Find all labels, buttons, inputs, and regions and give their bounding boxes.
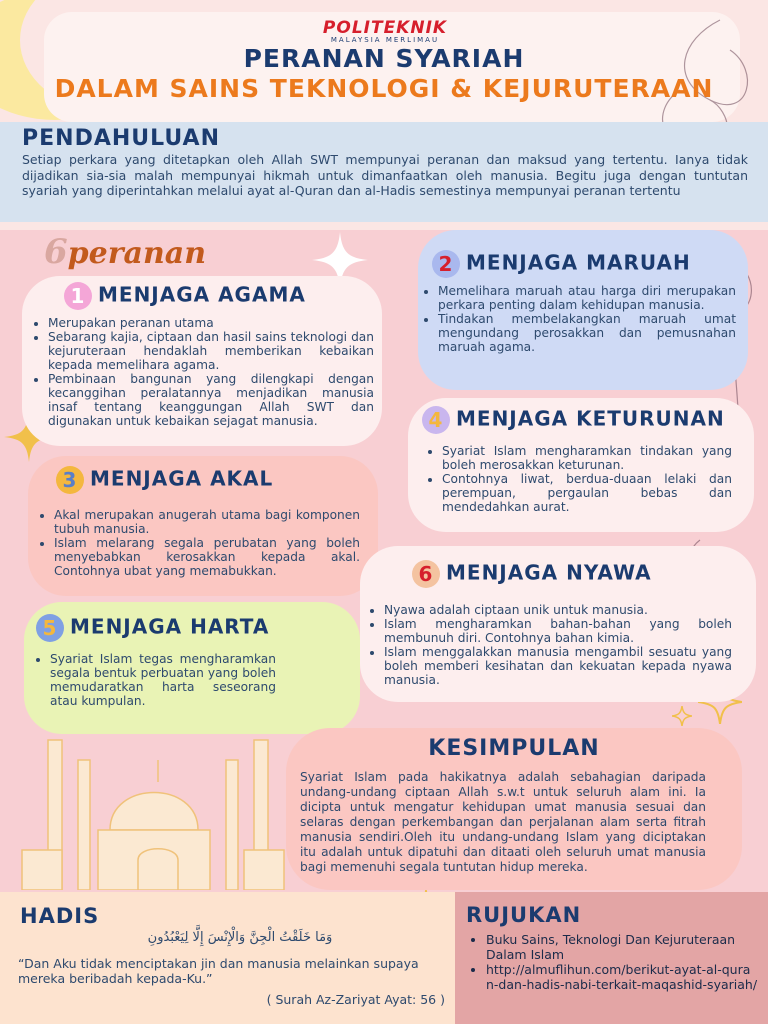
list-item: • Islam melarang segala perubatan yang boleh menyebabkan kerosakkan kepada akal. Contohnya ubat yang memabukkan. <box>54 536 360 578</box>
logo-text: POLITEKNIK <box>322 18 448 38</box>
page-subtitle: DALAM SAINS TEKNOLOGI & KEJURUTERAAN <box>54 74 714 103</box>
card-body-nyawa <box>370 603 732 687</box>
logo-sub-text: MALAYSIA <box>330 36 382 44</box>
card-body-keturunan <box>428 444 732 514</box>
roles-count-word: peranan <box>67 236 207 271</box>
roles-count-number: 6 <box>44 232 68 272</box>
intro-heading: PENDAHULUAN <box>22 126 220 151</box>
rujukan-heading: RUJUKAN <box>466 903 582 927</box>
gold-sparkle-icon-3 <box>672 706 692 726</box>
card-body-harta <box>36 652 276 708</box>
card-title-nyawa <box>412 560 652 588</box>
card-title-text: MENJAGA AKAL <box>90 466 274 491</box>
logo-campus-text: MERLIMAU <box>385 36 440 44</box>
list-item: • Merupakan peranan utama <box>48 316 374 330</box>
list-item: • Akal merupakan anugerah utama bagi komponen tubuh manusia. <box>54 508 360 536</box>
number-badge-5: 5 <box>36 614 64 642</box>
roles-count-label <box>44 232 206 272</box>
hadis-heading: HADIS <box>20 904 100 928</box>
card-title-maruah <box>432 250 691 278</box>
card-title-text: MENJAGA NYAWA <box>446 560 652 585</box>
reference-link[interactable]: • http://almuflihun.com/berikut-ayat-al-quran-dan-hadis-nabi-terkait-maqashid-syariah/ <box>486 962 758 992</box>
hadis-source: ( Surah Az-Zariyat Ayat: 56 ) <box>266 992 445 1007</box>
card-title-keturunan <box>422 406 725 434</box>
mosque-illustration <box>18 720 288 890</box>
hadis-arabic: وَمَا خَلَقْتُ الْجِنَّ وَالْإِنْسَ إِلَّا لِيَعْبُدُونِ <box>147 930 333 945</box>
card-title-harta <box>36 614 269 642</box>
intro-text: Setiap perkara yang ditetapkan oleh Allah SWT mempunyai peranan dan maksud yang tertentu. Ianya tidak dijadikan sia-sia malah mempunyai hikmah untuk dimanfaatkan oleh manusia. Begitu juga dengan tuntutan syariah yang diperintahkan melalui ayat al-Quran dan al-Hadis semestinya mempunyai peranan tertentu <box>22 152 748 198</box>
list-item: • Islam mengharamkan bahan-bahan yang boleh membunuh diri. Contohnya bahan kimia. <box>384 617 732 645</box>
card-title-text: MENJAGA KETURUNAN <box>456 406 725 431</box>
list-item: • Islam menggalakkan manusia mengambil sesuatu yang boleh memberi kesihatan dan kekuatan kepada nyawa manusia. <box>384 645 732 687</box>
card-title-text: MENJAGA MARUAH <box>466 250 691 275</box>
card-title-agama <box>64 282 306 310</box>
list-item: • Memelihara maruah atau harga diri merupakan perkara penting dalam kehidupan manusia. <box>438 284 736 312</box>
list-item: • Sebarang kajia, ciptaan dan hasil sains teknologi dan kejuruteraan hendaklah memberikan kebaikan kepada memelihara agama. <box>48 330 374 372</box>
card-body-akal <box>40 508 360 578</box>
list-item: • Nyawa adalah ciptaan unik untuk manusia. <box>384 603 732 617</box>
number-badge-4: 4 <box>422 406 450 434</box>
rujukan-list <box>468 932 758 992</box>
number-badge-3: 3 <box>56 466 84 494</box>
number-badge-1: 1 <box>64 282 92 310</box>
number-badge-6: 6 <box>412 560 440 588</box>
card-title-text: MENJAGA AGAMA <box>98 282 306 307</box>
list-item: • Pembinaan bangunan yang dilengkapi dengan kecanggihan peralatannya menjadikan manusia insaf tentang keanggungan Allah SWT dan digunakan untuk kebaikan sejagat manusia. <box>48 372 374 428</box>
card-body-maruah <box>424 284 736 354</box>
list-item: • Tindakan membelakangkan maruah umat mengundang perosakkan dan pemusnahan maruah agama. <box>438 312 736 354</box>
list-item: • Syariat Islam tegas mengharamkan segala bentuk perbuatan yang boleh memudaratkan harta seseorang atau kumpulan. <box>50 652 276 708</box>
number-badge-2: 2 <box>432 250 460 278</box>
page-title: PERANAN SYARIAH <box>243 44 525 73</box>
list-item: • Syariat Islam mengharamkan tindakan yang boleh merosakkan keturunan. <box>442 444 732 472</box>
card-title-akal <box>56 466 273 494</box>
conclusion-heading: KESIMPULAN <box>428 736 600 761</box>
card-title-text: MENJAGA HARTA <box>70 614 270 639</box>
list-item: • Contohnya liwat, berdua-duaan lelaki dan perempuan, pergaulan bebas dan mendedahkan aurat. <box>442 472 732 514</box>
list-item: • Buku Sains, Teknologi Dan Kejuruteraan Dalam Islam <box>486 932 758 962</box>
hadis-translation: “Dan Aku tidak menciptakan jin dan manusia melainkan supaya mereka beribadah kepada-Ku.” <box>18 956 419 986</box>
card-body-agama <box>34 316 374 428</box>
conclusion-text: Syariat Islam pada hakikatnya adalah sebahagian daripada undang-undang ciptaan Allah s.w.t untuk seluruh alam ini. Ia dicipta untuk mengatur kehidupan umat manusia sesuai dan selaras dengan perkembangan dan perjalanan alam serta fitrah manusia sendiri.Oleh itu undang-undang Islam yang diciptakan itu adalah untuk dipatuhi dan ditaati oleh seluruh umat manusia bagi memenuhi segala tuntutan hidup mereka. <box>300 770 706 874</box>
